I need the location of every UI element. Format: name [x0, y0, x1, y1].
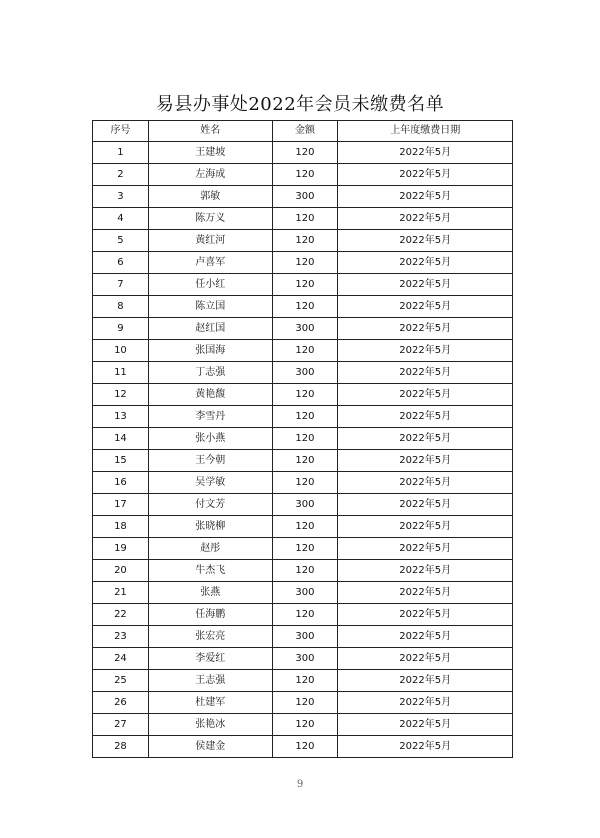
cell-last-paid: 2022年5月: [338, 582, 513, 604]
cell-name: 陈万义: [148, 208, 272, 230]
table-row: [93, 582, 513, 604]
cell-name: 牛杰飞: [148, 560, 272, 582]
cell-last-paid: 2022年5月: [338, 318, 513, 340]
cell-last-paid: 2022年5月: [338, 252, 513, 274]
table-row: [93, 648, 513, 670]
cell-name: 任小红: [148, 274, 272, 296]
document-title: 易县办事处2022年会员未缴费名单: [155, 94, 445, 115]
cell-no: 20: [93, 560, 149, 582]
column-header-last-paid: 上年度缴费日期: [338, 121, 513, 142]
cell-name: 吴学敏: [148, 472, 272, 494]
cell-no: 17: [93, 494, 149, 516]
table-row: [93, 428, 513, 450]
cell-amount: 300: [272, 626, 338, 648]
cell-no: 26: [93, 692, 149, 714]
cell-name: 李爱红: [148, 648, 272, 670]
cell-last-paid: 2022年5月: [338, 274, 513, 296]
table-row: [93, 186, 513, 208]
cell-no: 14: [93, 428, 149, 450]
cell-last-paid: 2022年5月: [338, 714, 513, 736]
column-header-name: 姓名: [148, 121, 272, 142]
cell-no: 22: [93, 604, 149, 626]
cell-name: 张艳冰: [148, 714, 272, 736]
cell-amount: 120: [272, 428, 338, 450]
cell-name: 张小燕: [148, 428, 272, 450]
table-row: [93, 406, 513, 428]
cell-last-paid: 2022年5月: [338, 670, 513, 692]
cell-name: 张晓柳: [148, 516, 272, 538]
table-row: [93, 362, 513, 384]
table-row: [93, 340, 513, 362]
table-row: [93, 230, 513, 252]
cell-name: 陈立国: [148, 296, 272, 318]
cell-no: 28: [93, 736, 149, 758]
cell-amount: 120: [272, 406, 338, 428]
cell-no: 13: [93, 406, 149, 428]
cell-last-paid: 2022年5月: [338, 450, 513, 472]
cell-amount: 120: [272, 274, 338, 296]
cell-last-paid: 2022年5月: [338, 164, 513, 186]
cell-no: 4: [93, 208, 149, 230]
cell-no: 19: [93, 538, 149, 560]
cell-amount: 120: [272, 208, 338, 230]
cell-no: 18: [93, 516, 149, 538]
cell-name: 李雪丹: [148, 406, 272, 428]
cell-no: 8: [93, 296, 149, 318]
cell-amount: 120: [272, 736, 338, 758]
column-header-amount: 金额: [272, 121, 338, 142]
cell-last-paid: 2022年5月: [338, 296, 513, 318]
table-row: [93, 472, 513, 494]
table-row: [93, 670, 513, 692]
cell-name: 赵彤: [148, 538, 272, 560]
cell-no: 23: [93, 626, 149, 648]
cell-no: 11: [93, 362, 149, 384]
cell-amount: 300: [272, 648, 338, 670]
cell-name: 付文芳: [148, 494, 272, 516]
table-row: [93, 516, 513, 538]
cell-last-paid: 2022年5月: [338, 362, 513, 384]
cell-last-paid: 2022年5月: [338, 208, 513, 230]
cell-last-paid: 2022年5月: [338, 340, 513, 362]
table-row: [93, 714, 513, 736]
cell-last-paid: 2022年5月: [338, 648, 513, 670]
cell-name: 左海成: [148, 164, 272, 186]
cell-amount: 300: [272, 494, 338, 516]
cell-amount: 300: [272, 362, 338, 384]
cell-no: 7: [93, 274, 149, 296]
cell-amount: 120: [272, 692, 338, 714]
cell-name: 黄艳馥: [148, 384, 272, 406]
cell-amount: 120: [272, 670, 338, 692]
cell-amount: 120: [272, 252, 338, 274]
cell-name: 侯建金: [148, 736, 272, 758]
cell-amount: 120: [272, 560, 338, 582]
cell-name: 杜建军: [148, 692, 272, 714]
table-row: [93, 494, 513, 516]
cell-name: 张燕: [148, 582, 272, 604]
cell-no: 12: [93, 384, 149, 406]
cell-amount: 120: [272, 538, 338, 560]
table-row: [93, 296, 513, 318]
table-row: [93, 318, 513, 340]
cell-amount: 120: [272, 516, 338, 538]
cell-no: 1: [93, 142, 149, 164]
member-table: [92, 120, 513, 758]
cell-name: 王建坡: [148, 142, 272, 164]
cell-last-paid: 2022年5月: [338, 516, 513, 538]
cell-name: 任海鹏: [148, 604, 272, 626]
cell-name: 王志强: [148, 670, 272, 692]
table-row: [93, 252, 513, 274]
cell-amount: 120: [272, 164, 338, 186]
cell-no: 5: [93, 230, 149, 252]
cell-no: 16: [93, 472, 149, 494]
cell-last-paid: 2022年5月: [338, 538, 513, 560]
cell-name: 卢喜军: [148, 252, 272, 274]
table-row: [93, 604, 513, 626]
cell-name: 张国海: [148, 340, 272, 362]
table-row: [93, 692, 513, 714]
cell-amount: 120: [272, 472, 338, 494]
table-row: [93, 274, 513, 296]
cell-last-paid: 2022年5月: [338, 230, 513, 252]
cell-no: 15: [93, 450, 149, 472]
cell-no: 10: [93, 340, 149, 362]
cell-last-paid: 2022年5月: [338, 428, 513, 450]
cell-no: 27: [93, 714, 149, 736]
cell-amount: 120: [272, 450, 338, 472]
cell-no: 3: [93, 186, 149, 208]
cell-last-paid: 2022年5月: [338, 142, 513, 164]
table-row: [93, 626, 513, 648]
cell-amount: 120: [272, 142, 338, 164]
cell-last-paid: 2022年5月: [338, 692, 513, 714]
cell-no: 21: [93, 582, 149, 604]
table-row: [93, 736, 513, 758]
cell-last-paid: 2022年5月: [338, 472, 513, 494]
cell-last-paid: 2022年5月: [338, 494, 513, 516]
page-number: 9: [296, 779, 304, 790]
cell-amount: 300: [272, 582, 338, 604]
cell-name: 王今朝: [148, 450, 272, 472]
cell-last-paid: 2022年5月: [338, 384, 513, 406]
cell-amount: 120: [272, 384, 338, 406]
cell-no: 25: [93, 670, 149, 692]
cell-name: 丁志强: [148, 362, 272, 384]
cell-no: 2: [93, 164, 149, 186]
cell-name: 黄红河: [148, 230, 272, 252]
table-header-row: [93, 121, 513, 142]
cell-last-paid: 2022年5月: [338, 186, 513, 208]
column-header-no: 序号: [93, 121, 149, 142]
table-row: [93, 450, 513, 472]
cell-name: 赵红国: [148, 318, 272, 340]
cell-amount: 300: [272, 186, 338, 208]
cell-last-paid: 2022年5月: [338, 406, 513, 428]
cell-amount: 120: [272, 296, 338, 318]
cell-amount: 120: [272, 604, 338, 626]
cell-amount: 120: [272, 714, 338, 736]
table-row: [93, 560, 513, 582]
cell-amount: 300: [272, 318, 338, 340]
table-row: [93, 208, 513, 230]
cell-no: 24: [93, 648, 149, 670]
cell-last-paid: 2022年5月: [338, 560, 513, 582]
table-body: [93, 142, 513, 758]
table-row: [93, 538, 513, 560]
cell-name: 郭敏: [148, 186, 272, 208]
table-row: [93, 142, 513, 164]
table-row: [93, 164, 513, 186]
cell-no: 9: [93, 318, 149, 340]
cell-last-paid: 2022年5月: [338, 626, 513, 648]
cell-amount: 120: [272, 340, 338, 362]
table-row: [93, 384, 513, 406]
cell-last-paid: 2022年5月: [338, 736, 513, 758]
cell-last-paid: 2022年5月: [338, 604, 513, 626]
cell-name: 张宏亮: [148, 626, 272, 648]
cell-amount: 120: [272, 230, 338, 252]
cell-no: 6: [93, 252, 149, 274]
